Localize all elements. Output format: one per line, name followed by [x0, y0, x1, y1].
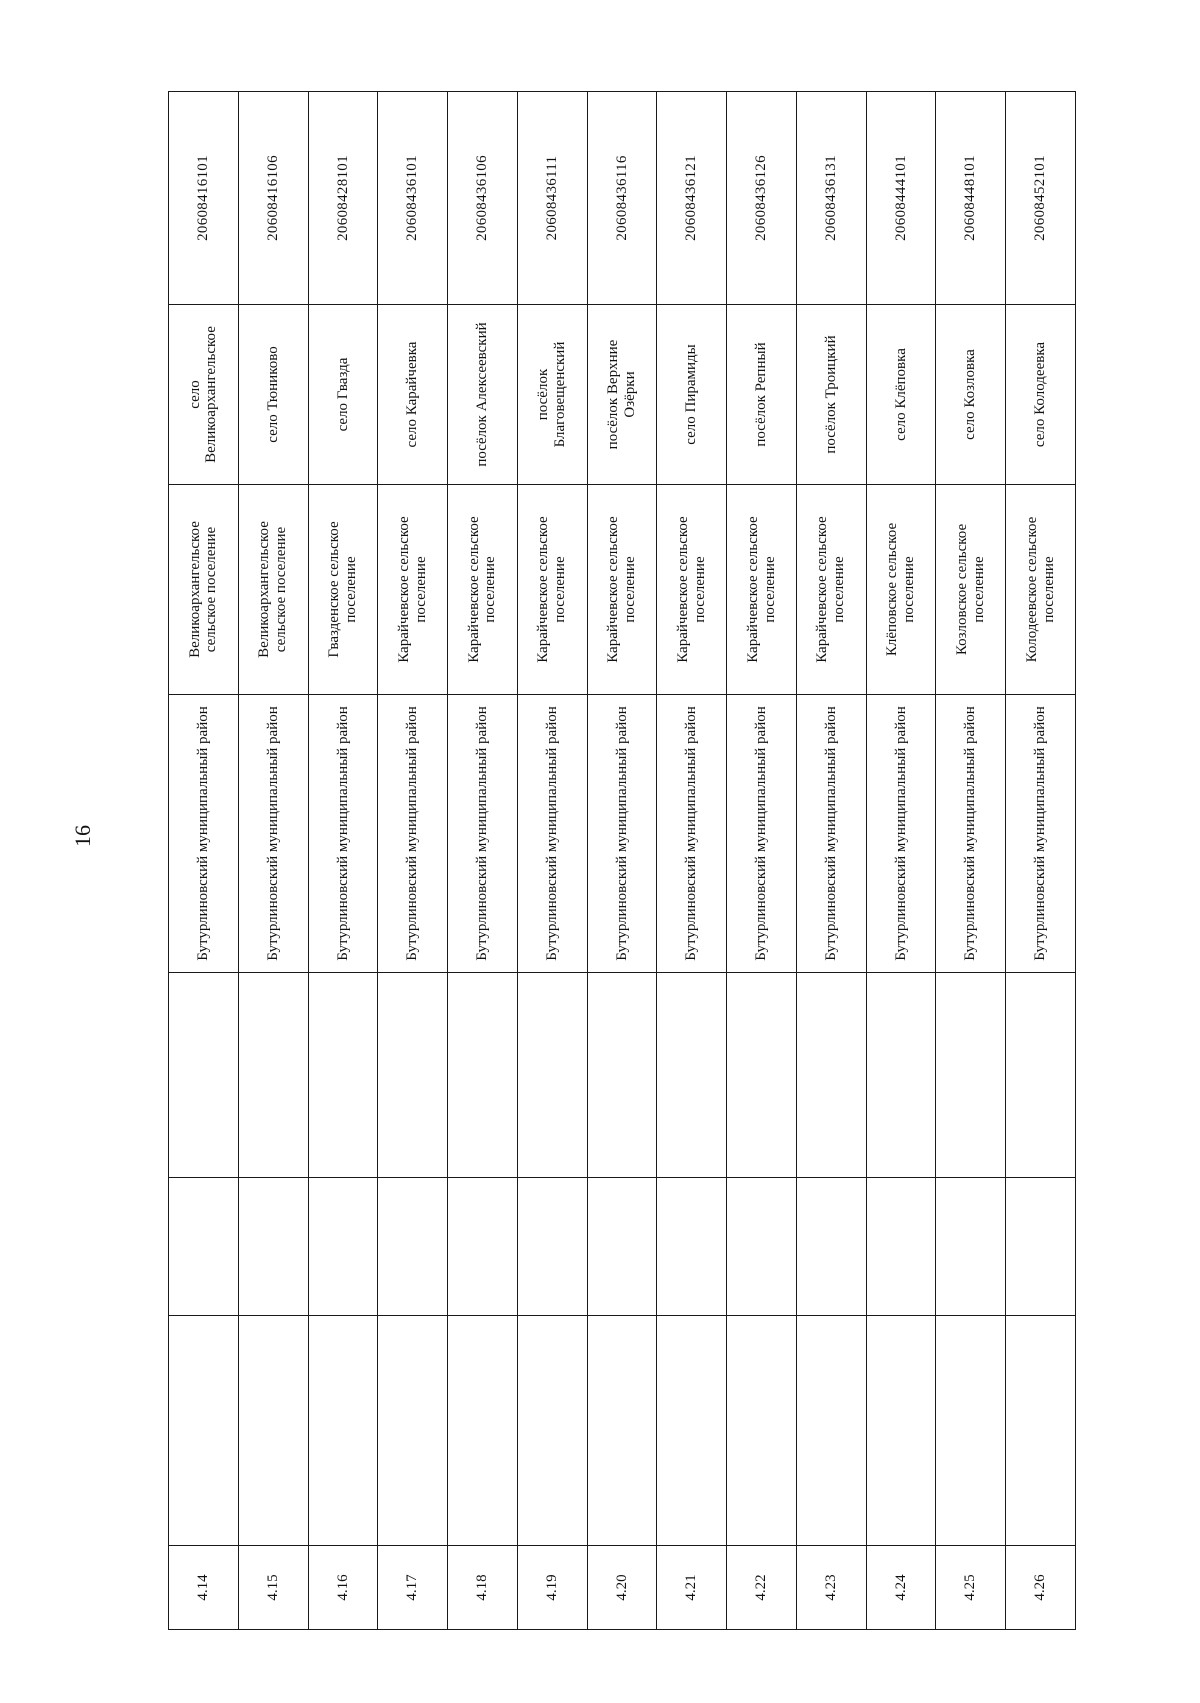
empty-cell-3 [796, 973, 866, 1178]
settlement-cell: Колодеевское сельское поселение [1006, 485, 1076, 695]
empty-cell-1 [866, 1316, 936, 1546]
row-number-cell: 4.23 [796, 1546, 866, 1630]
empty-cell-3 [169, 973, 239, 1178]
oktmo-code-cell: 20608416106 [238, 92, 308, 305]
settlement-cell: Карайчевское сельское поселение [727, 485, 797, 695]
district-cell: Бутурлиновский муниципальный район [378, 695, 448, 973]
empty-cell-3 [517, 973, 587, 1178]
settlement-cell: Гвазденское сельское поселение [308, 485, 378, 695]
row-number-cell: 4.25 [936, 1546, 1006, 1630]
empty-cell-1 [448, 1316, 518, 1546]
empty-cell-3 [448, 973, 518, 1178]
empty-cell-1 [517, 1316, 587, 1546]
row-number-cell: 4.18 [448, 1546, 518, 1630]
district-cell: Бутурлиновский муниципальный район [517, 695, 587, 973]
locality-cell: посёлок Репный [727, 305, 797, 485]
empty-cell-1 [378, 1316, 448, 1546]
oktmo-code-cell: 20608436101 [378, 92, 448, 305]
empty-cell-3 [727, 973, 797, 1178]
district-cell: Бутурлиновский муниципальный район [308, 695, 378, 973]
locality-cell: посёлок Благовещенский [517, 305, 587, 485]
empty-cell-1 [238, 1316, 308, 1546]
empty-cell-3 [1006, 973, 1076, 1178]
locality-cell: село Козловка [936, 305, 1006, 485]
row-number-cell: 4.16 [308, 1546, 378, 1630]
table-row [448, 92, 518, 1630]
settlement-cell: Клёповское сельское поселение [866, 485, 936, 695]
table-row [866, 92, 936, 1630]
oktmo-code-cell: 20608436131 [796, 92, 866, 305]
locality-cell: посёлок Троицкий [796, 305, 866, 485]
empty-cell-2 [1006, 1178, 1076, 1316]
empty-cell-2 [727, 1178, 797, 1316]
settlement-cell: Козловское сельское поселение [936, 485, 1006, 695]
district-cell: Бутурлиновский муниципальный район [936, 695, 1006, 973]
oktmo-code-cell: 20608452101 [1006, 92, 1076, 305]
row-number-cell: 4.26 [1006, 1546, 1076, 1630]
oktmo-code-cell: 20608436116 [587, 92, 657, 305]
settlement-cell: Великоархангельское сельское поселение [238, 485, 308, 695]
empty-cell-1 [308, 1316, 378, 1546]
district-cell: Бутурлиновский муниципальный район [796, 695, 866, 973]
empty-cell-2 [866, 1178, 936, 1316]
page-number-text: 16 [70, 825, 95, 847]
locality-cell: село Карайчевка [378, 305, 448, 485]
row-number-cell: 4.19 [517, 1546, 587, 1630]
empty-cell-2 [378, 1178, 448, 1316]
settlement-cell: Великоархангельское сельское поселение [169, 485, 239, 695]
district-cell: Бутурлиновский муниципальный район [657, 695, 727, 973]
table-row [727, 92, 797, 1630]
oktmo-code-cell: 20608436111 [517, 92, 587, 305]
table-row [308, 92, 378, 1630]
settlement-cell: Карайчевское сельское поселение [796, 485, 866, 695]
row-number-cell: 4.14 [169, 1546, 239, 1630]
empty-cell-1 [796, 1316, 866, 1546]
empty-cell-3 [378, 973, 448, 1178]
empty-cell-2 [936, 1178, 1006, 1316]
table-row [238, 92, 308, 1630]
settlement-cell: Карайчевское сельское поселение [587, 485, 657, 695]
settlement-cell: Карайчевское сельское поселение [448, 485, 518, 695]
empty-cell-2 [587, 1178, 657, 1316]
row-number-cell: 4.22 [727, 1546, 797, 1630]
empty-cell-2 [517, 1178, 587, 1316]
table-row [587, 92, 657, 1630]
oktmo-code-cell: 20608444101 [866, 92, 936, 305]
locality-cell: село Клёповка [866, 305, 936, 485]
oktmo-code-cell: 20608428101 [308, 92, 378, 305]
table-row [1006, 92, 1076, 1630]
table-row [657, 92, 727, 1630]
oktmo-code-cell: 20608416101 [169, 92, 239, 305]
oktmo-code-cell: 20608436126 [727, 92, 797, 305]
row-number-cell: 4.24 [866, 1546, 936, 1630]
oktmo-code-cell: 20608436106 [448, 92, 518, 305]
empty-cell-1 [1006, 1316, 1076, 1546]
empty-cell-2 [657, 1178, 727, 1316]
oktmo-code-cell: 20608436121 [657, 92, 727, 305]
registry-table-rotated [168, 92, 1076, 1630]
row-number-cell: 4.17 [378, 1546, 448, 1630]
district-cell: Бутурлиновский муниципальный район [1006, 695, 1076, 973]
empty-cell-1 [587, 1316, 657, 1546]
locality-cell: село Тюниково [238, 305, 308, 485]
empty-cell-2 [796, 1178, 866, 1316]
oktmo-code-cell: 20608448101 [936, 92, 1006, 305]
locality-cell: село Колодеевка [1006, 305, 1076, 485]
locality-cell: посёлок Алексеевский [448, 305, 518, 485]
settlement-cell: Карайчевское сельское поселение [517, 485, 587, 695]
table-row [169, 92, 239, 1630]
registry-table [168, 91, 1076, 1630]
empty-cell-3 [308, 973, 378, 1178]
district-cell: Бутурлиновский муниципальный район [448, 695, 518, 973]
empty-cell-3 [866, 973, 936, 1178]
settlement-cell: Карайчевское сельское поселение [657, 485, 727, 695]
locality-cell: село Гвазда [308, 305, 378, 485]
empty-cell-2 [169, 1178, 239, 1316]
registry-table-frame [168, 92, 1076, 1630]
district-cell: Бутурлиновский муниципальный район [238, 695, 308, 973]
district-cell: Бутурлиновский муниципальный район [727, 695, 797, 973]
row-number-cell: 4.15 [238, 1546, 308, 1630]
empty-cell-3 [657, 973, 727, 1178]
empty-cell-1 [727, 1316, 797, 1546]
locality-cell: село Великоархангельское [169, 305, 239, 485]
table-row [378, 92, 448, 1630]
locality-cell: село Пирамиды [657, 305, 727, 485]
empty-cell-1 [657, 1316, 727, 1546]
table-row [796, 92, 866, 1630]
registry-table-body [169, 92, 1076, 1630]
row-number-cell: 4.21 [657, 1546, 727, 1630]
empty-cell-2 [308, 1178, 378, 1316]
page-number [72, 816, 94, 856]
district-cell: Бутурлиновский муниципальный район [587, 695, 657, 973]
district-cell: Бутурлиновский муниципальный район [169, 695, 239, 973]
settlement-cell: Карайчевское сельское поселение [378, 485, 448, 695]
empty-cell-3 [238, 973, 308, 1178]
empty-cell-3 [936, 973, 1006, 1178]
table-row [517, 92, 587, 1630]
empty-cell-1 [169, 1316, 239, 1546]
table-row [936, 92, 1006, 1630]
locality-cell: посёлок Верхние Озёрки [587, 305, 657, 485]
district-cell: Бутурлиновский муниципальный район [866, 695, 936, 973]
empty-cell-2 [238, 1178, 308, 1316]
empty-cell-1 [936, 1316, 1006, 1546]
empty-cell-3 [587, 973, 657, 1178]
row-number-cell: 4.20 [587, 1546, 657, 1630]
empty-cell-2 [448, 1178, 518, 1316]
